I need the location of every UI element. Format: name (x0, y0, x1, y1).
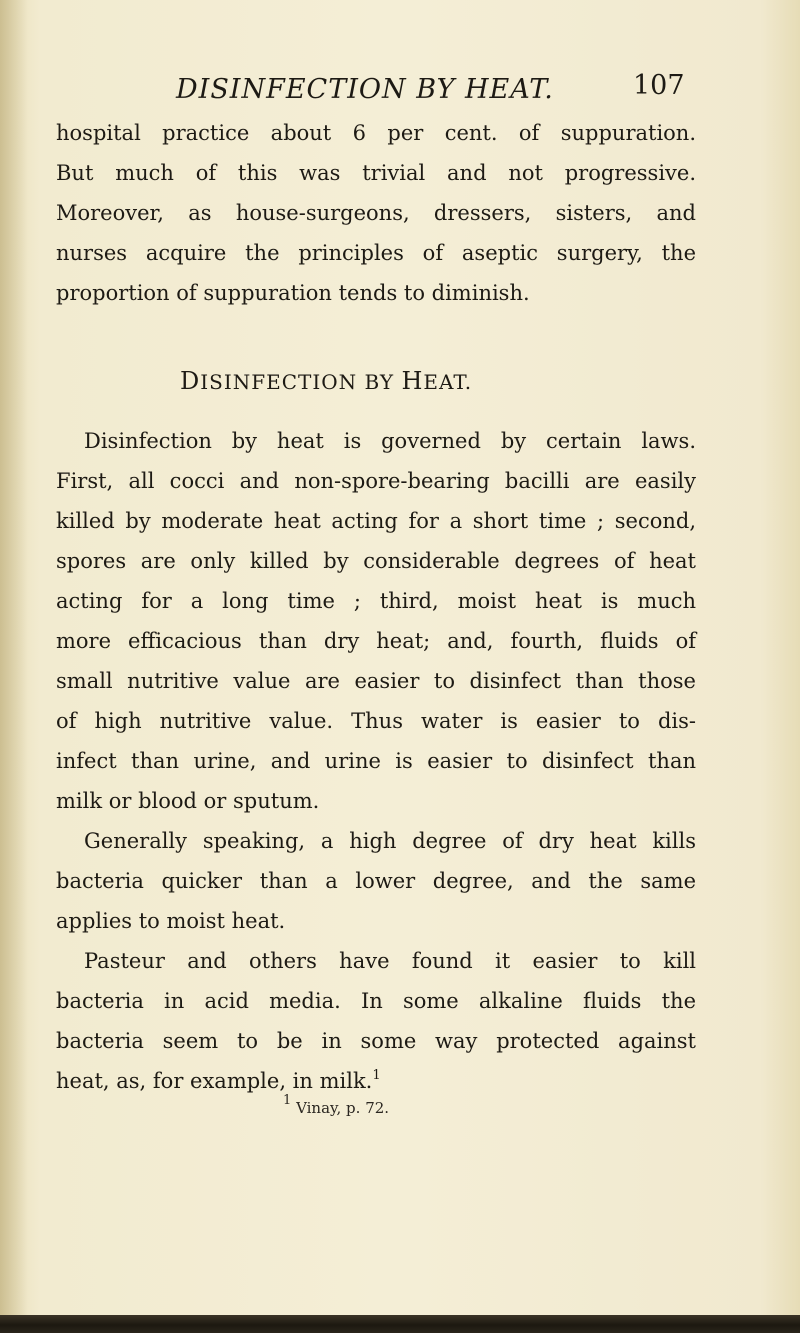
paragraph-dry-heat (56, 821, 696, 941)
text-line: First, all cocci and non-spore-bearing bacilli are easily (56, 469, 696, 493)
page-bottom-edge (0, 1315, 800, 1333)
footnote (283, 1093, 390, 1117)
text-line: hospital practice about 6 per cent. of suppuration. (56, 121, 696, 145)
text-line: killed by moderate heat acting for a short time ; second, (56, 509, 696, 533)
running-head: DISINFECTION BY HEAT. (176, 74, 554, 105)
text-line: heat, as, for example, in milk.$^1$ (56, 1068, 381, 1093)
footnote-marker: 1 (372, 1068, 381, 1083)
text-line: more efficacious than dry heat; and, fourth, fluids of (56, 629, 696, 653)
paragraph-heat-laws (56, 421, 696, 821)
text-line: Generally speaking, a high degree of dry heat kills (84, 829, 696, 853)
text-line: Pasteur and others have found it easier to kill (84, 949, 696, 973)
text-line: bacteria quicker than a lower degree, and the same (56, 869, 696, 893)
text-line: bacteria seem to be in some way protected against (56, 1029, 696, 1053)
page-number: 107 (633, 70, 685, 101)
text-line: small nutritive value are easier to disinfect than those (56, 669, 696, 693)
text-line: applies to moist heat. (56, 909, 286, 933)
text-line: Disinfection by heat is governed by certain laws. (84, 429, 696, 453)
footnote-number: 1 (283, 1093, 292, 1108)
text-line: infect than urine, and urine is easier to disinfect than (56, 749, 696, 773)
paragraph-acid-media (56, 941, 696, 1101)
gutter-shadow (0, 0, 28, 1333)
intro-paragraph (56, 113, 696, 313)
text-line: nurses acquire the principles of aseptic surgery, the (56, 241, 696, 265)
text-line: bacteria in acid media. In some alkaline fluids the (56, 989, 696, 1013)
text-line: of high nutritive value. Thus water is easier to dis- (56, 709, 696, 733)
text-line: acting for a long time ; third, moist heat is much (56, 589, 696, 613)
text-line: spores are only killed by considerable degrees of heat (56, 549, 696, 573)
text-line: proportion of suppuration tends to diminish. (56, 281, 530, 305)
footnote-text: Vinay, p. 72. (296, 1099, 390, 1117)
text-line: But much of this was trivial and not progressive. (56, 161, 696, 185)
text-line: milk or blood or sputum. (56, 789, 320, 813)
text-line: Moreover, as house-surgeons, dressers, sisters, and (56, 201, 696, 225)
section-heading: DISINFECTION BY HEAT. (180, 367, 473, 395)
